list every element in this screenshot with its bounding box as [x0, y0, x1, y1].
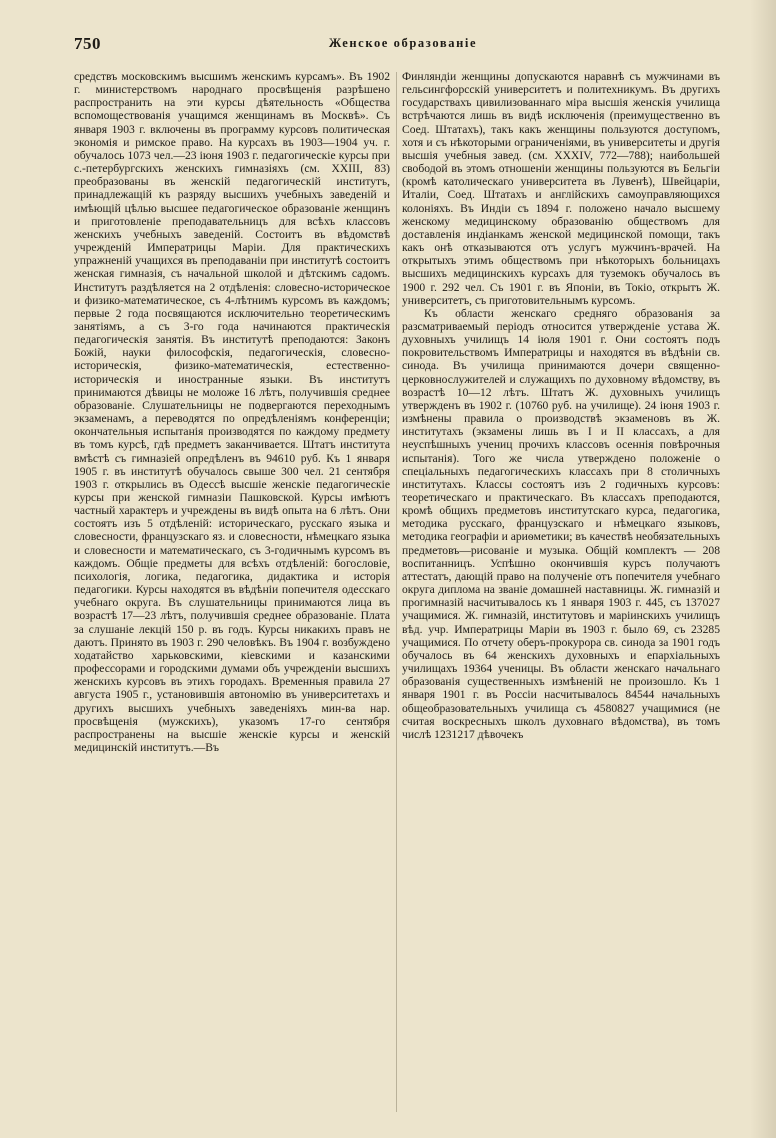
column-divider [396, 72, 397, 1112]
running-title: Женское образованіе [328, 36, 478, 50]
left-paragraph-1: средствъ московскимъ высшимъ женскимъ курсамъ». Въ 1902 г. министерствомъ народнаго просвѣщенія разрѣшено распространить на эти курсы дѣятельность «Общества вспомоществованія учащимся женщинамъ въ Москвѣ». Съ января 1903 г. включены въ программу курсовъ политическая экономія и римское право. На курсахъ въ 1903—1904 уч. г. обучалось 1073 чел.—23 іюня 1903 г. педагогическіе курсы при с.-петербургскихъ женскихъ гимназіяхъ (см. XXIII, 83) преобразованы въ женскій педагогическій институтъ, принадлежащій къ разряду высшихъ учебныхъ заведеній и имѣющій цѣлью высшее педагогическое образованіе женщинъ и приготовленіе преподавательницъ для всѣхъ классовъ женскихъ учебныхъ заведеній. Состоитъ въ вѣдомствѣ учрежденій Императрицы Маріи. Для практическихъ упражненій учащихся въ преподаваніи при институтѣ состоитъ женская гимназія, съ начальной школой и дѣтскимъ садомъ. Институтъ раздѣляется на 2 отдѣленія: словесно-историческое и физико-математическое, съ 4-лѣтнимъ курсомъ въ каждомъ; первые 2 года посвящаются исключительно теоретическимъ занятіямъ, а съ 3-го года начинаются практическія педагогическія занятія. Въ институтѣ преподаются: Законъ Божій, науки философскія, педагогическія, словесно-историческія, физико-математическія, естественно-историческія и иностранные языки. Въ институтъ принимаются дѣвицы не моложе 16 лѣтъ, получившія среднее образованіе. Слушательницы не подвергаются переходнымъ экзаменамъ, а переводятся по опредѣленіямъ конференціи; окончательныя испытанія производятся по каждому предмету въ томъ курсѣ, гдѣ предметъ заканчивается. Штатъ института вмѣстѣ съ гимназіей опредѣленъ въ 94610 руб. Къ 1 января 1905 г. въ институтѣ обучалось свыше 300 чел. 21 сентября 1903 г. открылись въ Одессѣ высшіе женскіе педагогическіе курсы при женской гимназіи Пашковской. Курсы имѣютъ частный характеръ и учреждены въ видѣ опыта на 6 лѣтъ. Они состоятъ изъ 5 отдѣленій: историческаго, русскаго языка и словесности, французскаго яз. и словесности, нѣмецкаго языка и словесности и математическаго, съ 3-годичнымъ курсомъ въ каждомъ. Общіе предметы для всѣхъ отдѣленій: богословіе, психологія, логика, педагогика, дидактика и исторія педагогики. Курсы находятся въ вѣдѣніи попечителя одесскаго учебнаго округа. Въ слушательницы принимаются лица въ возрастѣ 17—23 лѣтъ, получившія среднее образованіе. Плата за слушаніе лекцій 150 р. въ годъ. Курсы никакихъ правъ не даютъ. Принято въ 1903 г. 290 человѣкъ. Въ 1904 г. возбуждено ходатайство харьковскими, кіевскими и казанскими профессорами и городскими думами объ учрежденіи высшихъ женскихъ курсовъ въ этихъ городахъ. Временныя правила 27 августа 1905 г., установившія автономію въ университетахъ и другихъ высшихъ учебныхъ заведеніяхъ мин-ва нар. просвѣщенія (мужскихъ), указомъ 17-го сентября распространены на высшіе женскіе курсы и женскій медицинскій институтъ.—Въ [74, 70, 390, 754]
left-column [74, 70, 390, 754]
page-number: 750 [74, 34, 101, 53]
right-paragraph-2: Къ области женскаго средняго образованія за разсматриваемый періодъ относится утвержденіе устава Ж. духовныхъ училищъ 14 іюля 1901 г. Они состоятъ подъ покровительствомъ Императрицы и находятся въ вѣдѣніи св. синода. Въ училища принимаются дочери священно-церковнослужителей и служащихъ по духовному вѣдомству, въ возрастѣ 10—12 лѣтъ. Штатъ Ж. духовныхъ училищъ утвержденъ въ 1902 г. (10760 руб. на училище). 24 іюня 1903 г. измѣнены правила о производствѣ экзаменовъ въ Ж. институтахъ (экзамены лишь въ I и II классахъ, а для неуспѣшныхъ учениц прочихъ классовъ осеннія повѣрочныя испытанія). Того же числа утверждено положеніе о спеціальныхъ педагогическихъ классахъ при 8 столичныхъ институтахъ. Классы состоятъ изъ 2 годичныхъ курсовъ: теоретическаго и практическаго. Въ классахъ преподаются, кромѣ общихъ предметовъ институтскаго курса, педагогика, методика русскаго, французскаго и нѣмецкаго языковъ, методика географіи и ариѳметики; въ качествѣ необязательныхъ предметовъ—рисованіе и музыка. Общій комплектъ — 208 воспитанницъ. Успѣшно окончившія курсъ получаютъ аттестатъ, дающій право на полученіе отъ попечителя учебнаго округа диплома на званіе домашней наставницы. Ж. гимназій и прогимназій насчитывалось къ 1 января 1903 г. 445, съ 137027 учащимися. Ж. гимназій, институтовъ и маріинскихъ училищъ вѣд. учр. Императрицы Маріи въ 1903 г. было 69, съ 23285 учащимися. По отчету оберъ-прокурора св. синода за 1901 годъ обучалось въ 64 женскихъ духовныхъ и епархіальныхъ училищахъ 19364 ученицы. Въ области женскаго начальнаго образованія существенныхъ измѣненій не произошло. Къ 1 января 1901 г. въ Россіи насчитывалось 84544 начальныхъ общеобразовательныхъ училища съ 4580827 учащимися (не считая воскресныхъ школъ духовнаго вѣдомства), въ томъ числѣ 1231217 дѣвочекъ [402, 306, 720, 741]
right-paragraph-1: Финляндіи женщины допускаются наравнѣ съ мужчинами въ гельсингфорсскій университетъ и политехникумъ. Въ другихъ государствахъ цивилизованнаго міра высшія женскія училища встрѣчаются лишь въ видѣ исключенія (преимущественно въ Соед. Штатахъ), такъ какъ женщины пользуются доступомъ, хотя и съ нѣкоторыми ограниченіями, въ университеты и другія высшія учебныя завед. (см. XXXIV, 772—788); наибольшей свободой въ этомъ отношеніи женщины пользуются въ Бельгіи (кромѣ католическаго университета въ Лувенѣ), Швейцаріи, Италіи, Соед. Штатахъ и англійскихъ самоуправляющихся колоніяхъ. Въ Индіи съ 1894 г. положено начало высшему женскому медицинскому образованію обществомъ для доставленія индіанкамъ женской медицинской помощи, такъ какъ онѣ отказываются отъ услугъ мужчинъ-врачей. На открытыхъ этимъ обществомъ при нѣкоторыхъ больницахъ высшихъ медицинскихъ курсахъ для туземокъ обучалось въ 1900 г. 292 чел. Съ 1901 г. въ Японіи, въ Токіо, открытъ Ж. университетъ, съ приготовительнымъ курсомъ. [402, 70, 720, 307]
page-header [74, 34, 732, 58]
right-column [402, 70, 720, 741]
page-edge-shadow [750, 0, 776, 1138]
